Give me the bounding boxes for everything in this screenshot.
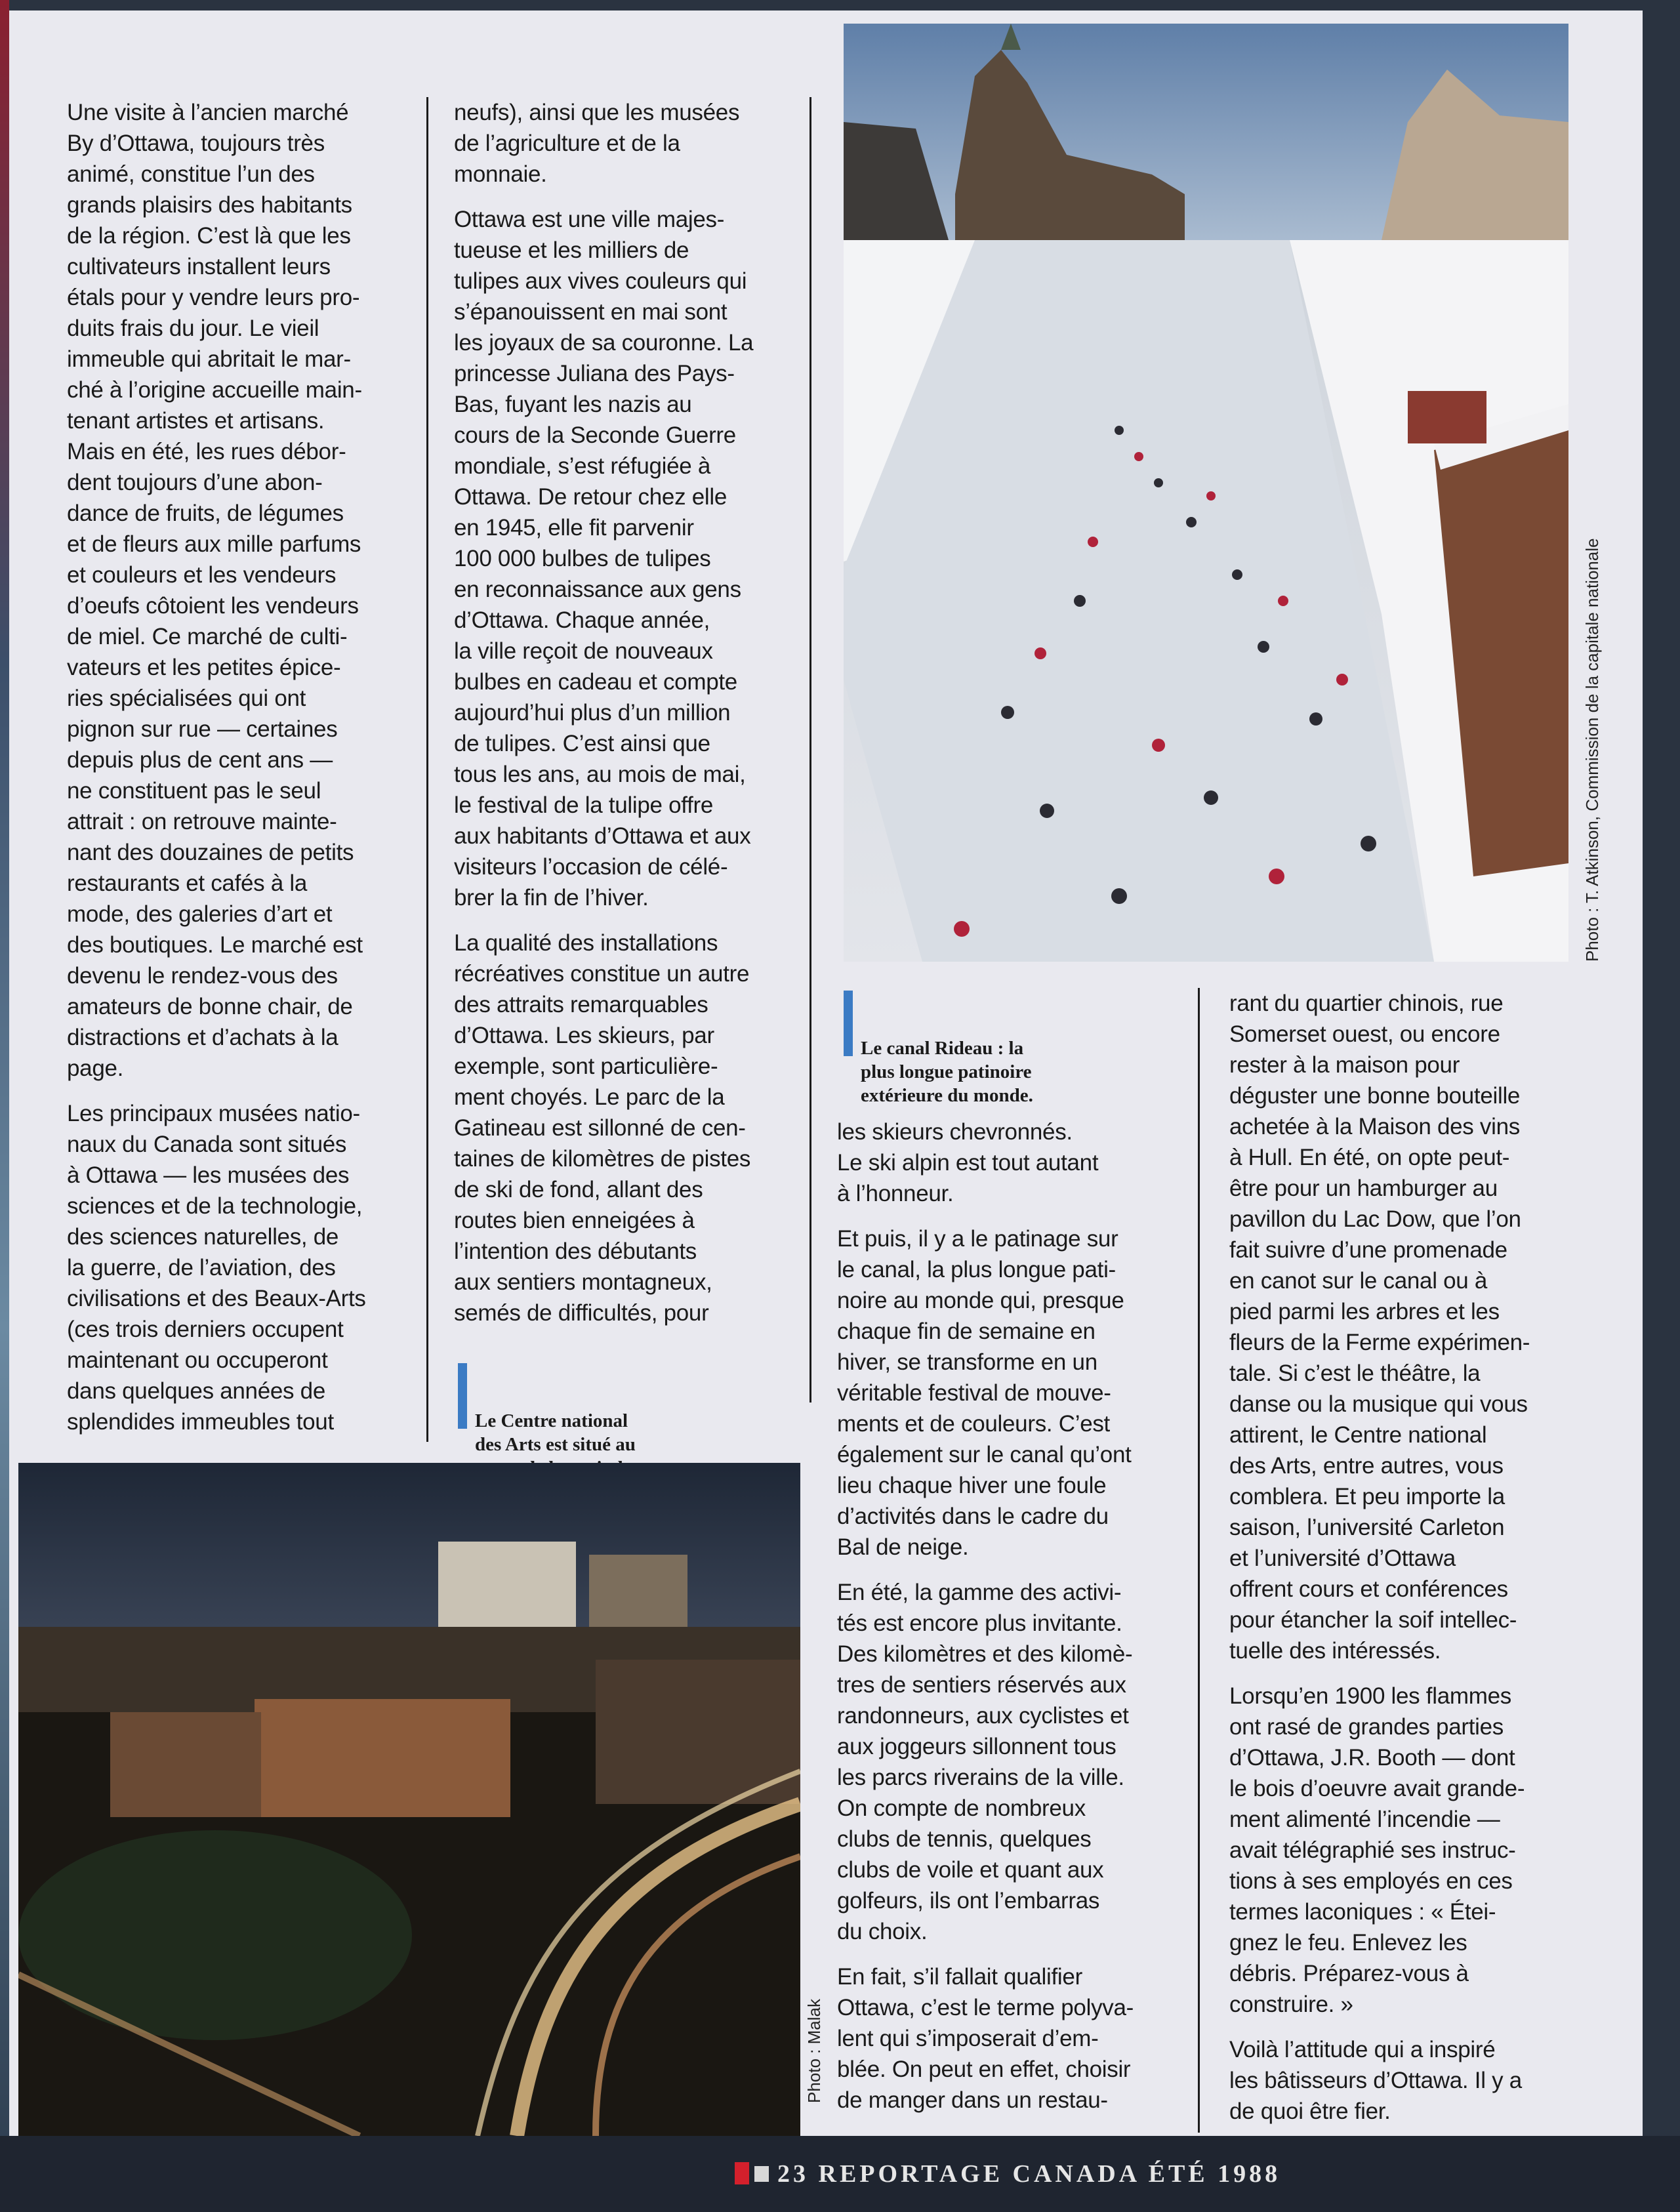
text-column-1 [67, 97, 426, 1452]
text-column-4 [1229, 988, 1597, 2136]
paragraph: Ottawa est une ville majes- tueuse et les milliers de tulipes aux vives couleurs qui s’épanouissent en mai sont les joyaux de sa couronne. La princesse Juliana des Pays- Bas, fuyant les nazis au cours de la Seconde Guerre mondiale, s’est réfugiée à Ottawa. De retour chez elle en 1945, elle fit parvenir 100 000 bulbes de tulipes en reconnaissance aux gens d’Ottawa. Chaque année, la ville reçoit de nouveaux bulbes en cadeau et compte aujourd’hui plus d’un million de tulipes. C’est ainsi que tous les ans, au mois de mai, le festival de la tulipe offre aux habitants d’Ottawa et aux visiteurs l’occasion de célé- brer la fin de l’hiver. [454, 207, 754, 911]
page-footer [0, 2136, 1680, 2212]
paragraph: Lorsqu’en 1900 les flammes ont rasé de grandes parties d’Ottawa, J.R. Booth — dont le bois d’oeuvre avait grande- ment alimenté l’incendie — avait télégraphié ses instruc- tions à ses employés en ces termes laconiques : « Étei- gnez le feu. Enlevez les débris. Préparez-vous à construire. » [1229, 1683, 1525, 2017]
paragraph: les skieurs chevronnés. Le ski alpin est tout autant à l’honneur. [837, 1119, 1099, 1206]
paragraph: En fait, s’il fallait qualifier Ottawa, c’est le terme polyva- lent qui s’imposerait d’em- blée. On peut en effet, choisir de manger dans un restau- [837, 1964, 1134, 2113]
caption-bar [844, 991, 853, 1056]
text-column-3 [837, 1116, 1185, 2130]
photo-credit-canal: Photo : T. Atkinson, Commission de la capitale nationale [1582, 538, 1602, 962]
photo-canal-rideau [844, 24, 1568, 962]
left-page-edge [0, 0, 9, 2212]
paragraph: En été, la gamme des activi- tés est encore plus invitante. Des kilomètres et des kilomè- tres de sentiers réservés aux randonneurs, aux cyclistes et aux joggeurs sillonnent tous les parcs riverains de la ville. On compte de nombreux clubs de tennis, quelques clubs de voile et quant aux golfeurs, ils ont l’embarras du choix. [837, 1580, 1133, 1944]
column-rule [1198, 988, 1200, 2133]
photo-centre-national-des-arts [18, 1463, 800, 2136]
photo-credit-centre: Photo : Malak [804, 1999, 824, 2103]
paragraph: Les principaux musées natio- naux du Canada sont situés à Ottawa — les musées des sciences et de la technologie, des sciences naturelles, de la guerre, de l’aviation, des civilisations et des Beaux-Arts (ces trois derniers occupent maintenant ou occuperont dans quelques années de splendides immeubles tout [67, 1101, 366, 1435]
paragraph: neufs), ainsi que les musées de l’agriculture et de la monnaie. [454, 100, 740, 187]
text-column-2 [454, 97, 808, 1343]
white-square-icon [754, 2166, 769, 2182]
photo-caption-canal [844, 989, 1136, 1107]
page-number: 23 [777, 2160, 809, 2188]
magazine-page [9, 10, 1643, 2136]
paragraph: Une visite à l’ancien marché By d’Ottawa, toujours très animé, constitue l’un des grands plaisirs des habitants de la région. C’est là que les cultivateurs installent leurs étals pour y vendre leurs pro- duits frais du jour. Le vieil immeuble qui abritait le mar- ché à l’origine accueille main- tenant artistes et artisans. Mais en été, les rues débor- dent toujours d’une abon- dance de fruits, de légumes et de fleurs aux mille parfums et couleurs et les vendeurs d’oeufs côtoient les vendeurs de miel. Ce marché de culti- vateurs et les petites épice- ries spécialisées qui ont pignon sur rue — certaines depuis plus de cent ans — ne constituent pas le seul attrait : on retrouve mainte- nant des douzaines de petits restaurants et cafés à la mode, des galeries d’art et des boutiques. Le marché est devenu le rendez-vous des amateurs de bonne chair, de distractions et d’achats à la page. [67, 100, 363, 1081]
red-square-icon [735, 2162, 749, 2184]
caption-bar [458, 1363, 467, 1429]
caption-text: Le Centre national des Arts est situé au [475, 1410, 636, 1455]
paragraph: Voilà l’attitude qui a inspiré les bâtisseurs d’Ottawa. Il y a de quoi être fier. [1229, 2037, 1522, 2124]
footer-text [777, 2160, 1280, 2188]
paragraph: Et puis, il y a le patinage sur le canal, la plus longue pati- noire au monde qui, presque chaque fin de semaine en hiver, se transforme en un véritable festival de mouve- ments et de couleurs. C’est également sur le canal qu’ont lieu chaque hiver une foule d’activités dans le cadre du Bal de neige. [837, 1226, 1132, 1560]
paragraph: La qualité des installations récréatives constitue un autre des attraits remarquables d’Ottawa. Les skieurs, par exemple, sont particulière- ment choyés. Le parc de la Gatineau est sillonné de cen- taines de kilomètres de pistes de ski de fond, allant des routes bien enneigées à l’intention des débutants aux sentiers montagneux, semés de difficultés, pour [454, 930, 751, 1326]
paragraph: rant du quartier chinois, rue Somerset ouest, ou encore rester à la maison pour déguster une bonne bouteille achetée à la Maison des vins à Hull. En été, on opte peut- être pour un hamburger au pavillon du Lac Dow, que l’on fait suivre d’une promenade en canot sur le canal ou à pied parmi les arbres et les fleurs de la Ferme expérimen- tale. Si c’est le théâtre, la danse ou la musique qui vous attirent, le Centre national des Arts, entre autres, vous comblera. Et peu importe la saison, l’université Carleton et l’université d’Ottawa offrent cours et conférences pour étancher la soif intellec- tuelle des intéressés. [1229, 991, 1530, 1664]
magazine-issue: REPORTAGE CANADA ÉTÉ 1988 [818, 2160, 1281, 2188]
column-rule [809, 97, 811, 1403]
column-rule [426, 97, 428, 1442]
photo-caption-centre [458, 1362, 737, 1480]
caption-text: Le canal Rideau : la plus longue patinoire extérieure du monde. [861, 1038, 1033, 1106]
